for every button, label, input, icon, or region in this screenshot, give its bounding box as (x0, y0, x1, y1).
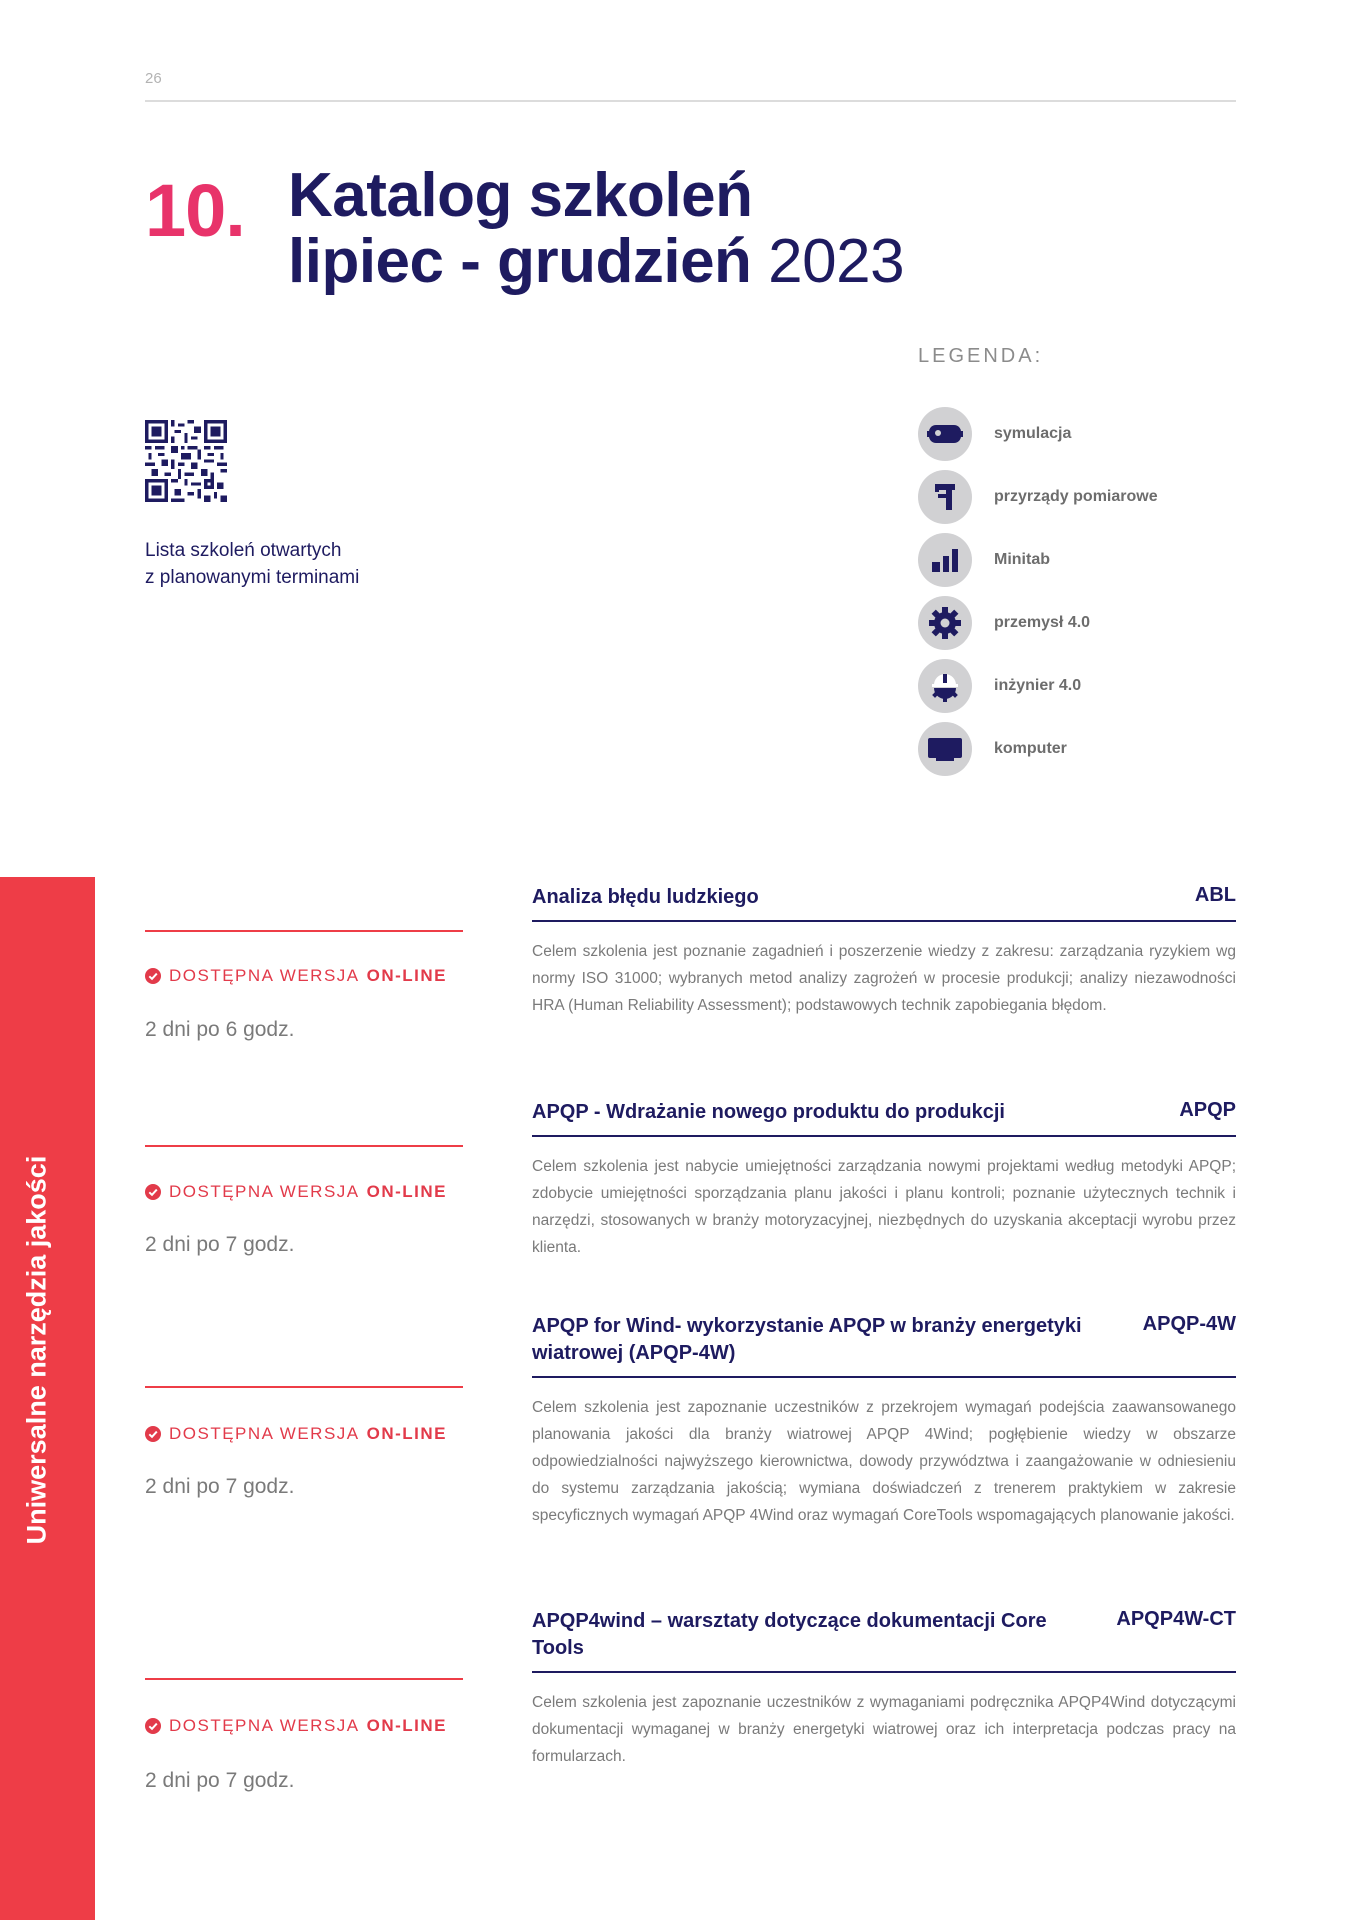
course-duration: 2 dni po 6 godz. (145, 1018, 295, 1041)
course-description: Celem szkolenia jest poznanie zagadnień i poszerzenie wiedzy z zakresu: zarządzania ryzykiem wg normy ISO 31000; wybranych metod analizy zagrożeń w procesie produkcji; analizy niezawodności HRA (Human Reliability Assessment); podstawowych technik zapobiegania błędom. (532, 943, 1236, 1014)
online-label: DOSTĘPNA WERSJA (169, 1424, 360, 1443)
course-title[interactable]: APQP4wind – warsztaty dotyczące dokumentacji Core Tools (532, 1610, 1047, 1659)
online-label: DOSTĘPNA WERSJA (169, 1716, 360, 1735)
course-code: ABL (1194, 884, 1236, 906)
legend-item-symulacja (918, 406, 1071, 462)
check-circle-icon (145, 1426, 161, 1442)
online-badge (145, 1424, 447, 1444)
legend-label: komputer (994, 740, 1067, 757)
page-title-line-1: Katalog szkoleń (288, 161, 753, 230)
vr-headset-icon (918, 407, 972, 461)
course-code: APQP (1179, 1099, 1236, 1121)
check-circle-icon (145, 1718, 161, 1734)
course-description: Celem szkolenia jest nabycie umiejętności zarządzania nowymi projektami według metodyki APQP; zdobycie umiejętności sporządzania planu jakości i planu kontroli; poznanie użytecznych technik i narzędzi, stosowanych w branży motoryzacyjnej, niezbędnych do uzyskania akceptacji wyrobu przez klienta. (532, 1158, 1236, 1256)
course-info-divider (145, 1678, 463, 1680)
course-duration: 2 dni po 7 godz. (145, 1475, 295, 1498)
top-divider (145, 100, 1236, 102)
course-info-divider (145, 930, 463, 932)
page-title-line-2 (288, 226, 904, 297)
course-title[interactable]: APQP for Wind- wykorzystanie APQP w branży energetyki wiatrowej (APQP-4W) (532, 1315, 1082, 1364)
legend-item-minitab (918, 532, 1050, 588)
chapter-number: 10. (145, 169, 245, 252)
online-label: DOSTĘPNA WERSJA (169, 1182, 360, 1201)
online-label-strong: ON-LINE (366, 1716, 448, 1735)
online-badge (145, 1716, 447, 1736)
legend-heading: LEGENDA: (918, 345, 1044, 367)
qr-caption-line-2: z planowanymi terminami (145, 567, 360, 588)
legend-label: inżynier 4.0 (994, 677, 1082, 694)
course-title[interactable]: APQP - Wdrażanie nowego produktu do produkcji (532, 1101, 1005, 1123)
course-info-divider (145, 1386, 463, 1388)
course-title[interactable]: Analiza błędu ludzkiego (532, 886, 759, 908)
online-label-strong: ON-LINE (366, 1182, 448, 1201)
online-label: DOSTĘPNA WERSJA (169, 966, 360, 985)
hardhat-gear-icon (918, 659, 972, 713)
caliper-icon (918, 470, 972, 524)
course-info-divider (145, 1145, 463, 1147)
course-divider (532, 1135, 1236, 1137)
legend-label: Minitab (994, 551, 1050, 568)
online-label-strong: ON-LINE (366, 1424, 448, 1443)
title-year: 2023 (768, 227, 905, 296)
bar-chart-icon (918, 533, 972, 587)
page-number: 26 (145, 70, 162, 87)
online-label-strong: ON-LINE (366, 966, 448, 985)
check-circle-icon (145, 1184, 161, 1200)
qr-caption (145, 537, 359, 591)
legend-item-przyrzady (918, 469, 1158, 525)
legend-item-komputer (918, 721, 1067, 777)
legend-label: przemysł 4.0 (994, 614, 1091, 631)
course-code: APQP-4W (1142, 1313, 1236, 1335)
course-divider (532, 1376, 1236, 1378)
course-duration: 2 dni po 7 godz. (145, 1769, 295, 1792)
online-badge (145, 966, 447, 986)
title-months: lipiec - grudzień (288, 227, 752, 296)
legend-item-przemysl (918, 595, 1090, 651)
online-badge (145, 1182, 447, 1202)
course-divider (532, 1671, 1236, 1673)
course-code: APQP4W-CT (1116, 1608, 1236, 1630)
legend-label: symulacja (994, 425, 1072, 442)
course-description: Celem szkolenia jest zapoznanie uczestników z wymaganiami podręcznika APQP4Wind dotyczącymi dokumentacji wymaganej w branży energetyki wiatrowej oraz ich interpretacja podczas pracy na formularzach. (532, 1694, 1236, 1765)
category-label: Uniwersalne narzędzia jakości (21, 1155, 52, 1545)
qr-code[interactable] (145, 420, 227, 502)
course-divider (532, 920, 1236, 922)
monitor-icon (918, 722, 972, 776)
check-circle-icon (145, 968, 161, 984)
course-description: Celem szkolenia jest zapoznanie uczestników z przekrojem wymagań podejścia zaawansowanego planowania jakości dla branży wiatrowej APQP 4Wind; pogłębienie wiedzy w obszarze odpowiedzialności najwyższego kierownictwa, dowody przywództwa i zaangażowanie w odniesieniu do systemu zarządzania jakością; wymiana doświadczeń z trenerem praktykiem w zakresie specyficznych wymagań APQP 4Wind oraz wymagań CoreTools wspomagających planowanie jakości. (532, 1399, 1236, 1524)
course-duration: 2 dni po 7 godz. (145, 1233, 295, 1256)
gear-icon (918, 596, 972, 650)
qr-caption-line-1: Lista szkoleń otwartych (145, 540, 342, 561)
legend-label: przyrządy pomiarowe (994, 488, 1158, 505)
legend-item-inzynier (918, 658, 1081, 714)
